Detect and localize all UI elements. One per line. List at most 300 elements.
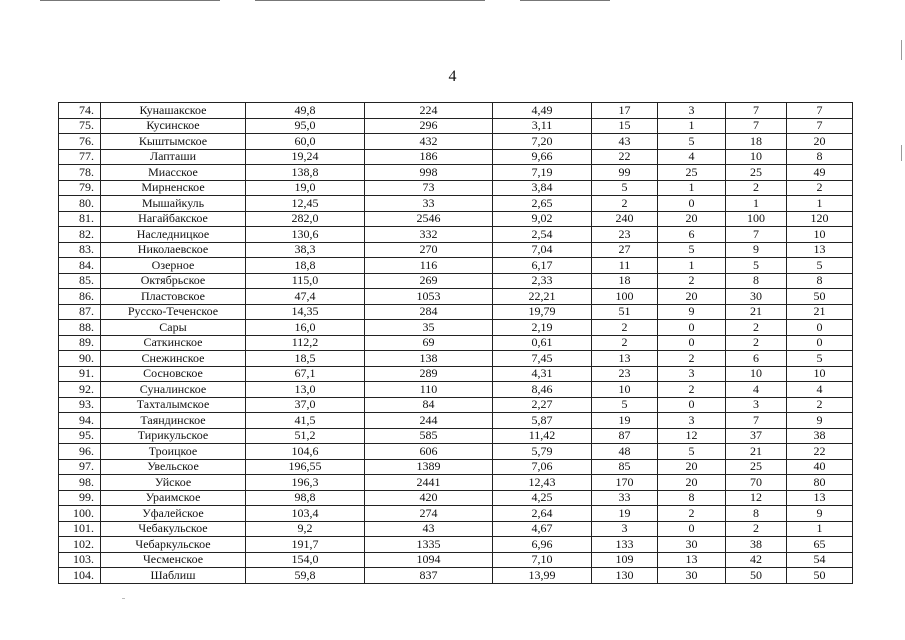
- cell-col-3: 18,5: [246, 351, 365, 367]
- cell-col-9: 13: [787, 490, 853, 506]
- cell-col-4: 69: [365, 335, 493, 351]
- table-row: [59, 289, 853, 305]
- cell-col-3: 19,24: [246, 149, 365, 165]
- cell-col-4: 837: [365, 568, 493, 584]
- table-row: [59, 552, 853, 568]
- cell-col-9: 5: [787, 351, 853, 367]
- cell-col-5: 11,42: [493, 428, 592, 444]
- cell-col-3: 13,0: [246, 382, 365, 398]
- cell-row-number: 89.: [59, 335, 101, 351]
- cell-col-7: 3: [658, 103, 726, 119]
- cell-col-7: 0: [658, 335, 726, 351]
- cell-col-6: 13: [592, 351, 658, 367]
- cell-col-6: 100: [592, 289, 658, 305]
- cell-col-3: 51,2: [246, 428, 365, 444]
- table-row: [59, 165, 853, 181]
- cell-col-9: 65: [787, 537, 853, 553]
- cell-col-6: 15: [592, 118, 658, 134]
- cell-district-name: Николаевское: [101, 242, 246, 258]
- cell-col-8: 25: [726, 459, 787, 475]
- cell-district-name: Таяндинское: [101, 413, 246, 429]
- cell-district-name: Увельское: [101, 459, 246, 475]
- cell-col-6: 2: [592, 335, 658, 351]
- table-row: [59, 382, 853, 398]
- cell-district-name: Октябрьское: [101, 273, 246, 289]
- cell-district-name: Мышайкуль: [101, 196, 246, 212]
- table-row: [59, 227, 853, 243]
- cell-col-9: 10: [787, 366, 853, 382]
- cell-col-7: 6: [658, 227, 726, 243]
- cell-col-8: 8: [726, 506, 787, 522]
- cell-col-5: 4,25: [493, 490, 592, 506]
- cell-col-6: 240: [592, 211, 658, 227]
- cell-col-8: 3: [726, 397, 787, 413]
- cell-col-5: 8,46: [493, 382, 592, 398]
- cell-col-7: 0: [658, 521, 726, 537]
- cell-col-6: 23: [592, 366, 658, 382]
- cell-col-9: 50: [787, 568, 853, 584]
- cell-col-6: 19: [592, 506, 658, 522]
- cell-col-9: 7: [787, 118, 853, 134]
- cell-col-5: 2,54: [493, 227, 592, 243]
- table-row: [59, 537, 853, 553]
- cell-col-8: 9: [726, 242, 787, 258]
- cell-row-number: 103.: [59, 552, 101, 568]
- cell-row-number: 93.: [59, 397, 101, 413]
- cell-col-7: 9: [658, 304, 726, 320]
- cell-col-5: 3,84: [493, 180, 592, 196]
- cell-col-7: 25: [658, 165, 726, 181]
- cell-row-number: 86.: [59, 289, 101, 305]
- table-row: [59, 320, 853, 336]
- cell-row-number: 94.: [59, 413, 101, 429]
- cell-col-3: 47,4: [246, 289, 365, 305]
- cell-col-7: 12: [658, 428, 726, 444]
- cell-col-4: 289: [365, 366, 493, 382]
- cell-col-3: 9,2: [246, 521, 365, 537]
- cell-col-9: 80: [787, 475, 853, 491]
- cell-col-6: 10: [592, 382, 658, 398]
- cell-col-8: 18: [726, 134, 787, 150]
- cell-col-3: 12,45: [246, 196, 365, 212]
- cell-col-6: 11: [592, 258, 658, 274]
- cell-col-3: 19,0: [246, 180, 365, 196]
- cell-col-7: 1: [658, 180, 726, 196]
- cell-col-4: 2441: [365, 475, 493, 491]
- cell-row-number: 79.: [59, 180, 101, 196]
- cell-row-number: 82.: [59, 227, 101, 243]
- cell-col-5: 4,67: [493, 521, 592, 537]
- cell-col-3: 98,8: [246, 490, 365, 506]
- cell-col-9: 0: [787, 335, 853, 351]
- cell-row-number: 80.: [59, 196, 101, 212]
- table-row: [59, 568, 853, 584]
- cell-col-7: 30: [658, 568, 726, 584]
- cell-row-number: 90.: [59, 351, 101, 367]
- cell-row-number: 102.: [59, 537, 101, 553]
- table-row: [59, 490, 853, 506]
- cell-row-number: 74.: [59, 103, 101, 119]
- cell-col-6: 109: [592, 552, 658, 568]
- cell-district-name: Миасское: [101, 165, 246, 181]
- cell-row-number: 95.: [59, 428, 101, 444]
- cell-col-3: 154,0: [246, 552, 365, 568]
- cell-row-number: 97.: [59, 459, 101, 475]
- cell-district-name: Сосновское: [101, 366, 246, 382]
- cell-col-3: 18,8: [246, 258, 365, 274]
- cell-col-5: 6,96: [493, 537, 592, 553]
- cell-district-name: Чебакульское: [101, 521, 246, 537]
- cell-row-number: 91.: [59, 366, 101, 382]
- cell-col-8: 25: [726, 165, 787, 181]
- cell-col-6: 3: [592, 521, 658, 537]
- cell-col-9: 20: [787, 134, 853, 150]
- cell-col-9: 2: [787, 180, 853, 196]
- cell-col-4: 2546: [365, 211, 493, 227]
- cell-district-name: Чебаркульское: [101, 537, 246, 553]
- cell-col-3: 103,4: [246, 506, 365, 522]
- cell-col-3: 38,3: [246, 242, 365, 258]
- cell-col-8: 37: [726, 428, 787, 444]
- cell-col-4: 224: [365, 103, 493, 119]
- cell-col-8: 21: [726, 444, 787, 460]
- cell-col-7: 1: [658, 258, 726, 274]
- cell-col-5: 13,99: [493, 568, 592, 584]
- cell-col-9: 1: [787, 521, 853, 537]
- cell-col-3: 59,8: [246, 568, 365, 584]
- cell-col-6: 27: [592, 242, 658, 258]
- cell-row-number: 104.: [59, 568, 101, 584]
- cell-col-5: 2,64: [493, 506, 592, 522]
- cell-col-4: 432: [365, 134, 493, 150]
- cell-col-5: 5,87: [493, 413, 592, 429]
- cell-col-8: 70: [726, 475, 787, 491]
- cell-col-7: 5: [658, 134, 726, 150]
- cell-col-8: 4: [726, 382, 787, 398]
- cell-district-name: Саткинское: [101, 335, 246, 351]
- cell-col-5: 7,04: [493, 242, 592, 258]
- cell-col-7: 2: [658, 382, 726, 398]
- cell-col-8: 7: [726, 118, 787, 134]
- cell-col-4: 33: [365, 196, 493, 212]
- cell-col-9: 13: [787, 242, 853, 258]
- cell-col-6: 23: [592, 227, 658, 243]
- cell-col-4: 274: [365, 506, 493, 522]
- cell-col-6: 133: [592, 537, 658, 553]
- cell-col-8: 1: [726, 196, 787, 212]
- cell-col-9: 5: [787, 258, 853, 274]
- cell-district-name: Уйское: [101, 475, 246, 491]
- cell-col-8: 7: [726, 103, 787, 119]
- scan-right-margin-mark-2: [901, 145, 902, 161]
- cell-col-3: 282,0: [246, 211, 365, 227]
- cell-col-5: 7,10: [493, 552, 592, 568]
- cell-col-7: 20: [658, 289, 726, 305]
- cell-row-number: 75.: [59, 118, 101, 134]
- cell-col-4: 332: [365, 227, 493, 243]
- cell-col-3: 196,3: [246, 475, 365, 491]
- cell-row-number: 88.: [59, 320, 101, 336]
- cell-col-8: 42: [726, 552, 787, 568]
- table-body: [59, 103, 853, 584]
- cell-col-8: 10: [726, 366, 787, 382]
- cell-col-3: 14,35: [246, 304, 365, 320]
- cell-col-9: 10: [787, 227, 853, 243]
- cell-row-number: 85.: [59, 273, 101, 289]
- cell-district-name: Кунашакское: [101, 103, 246, 119]
- table-row: [59, 366, 853, 382]
- cell-col-5: 4,31: [493, 366, 592, 382]
- cell-col-7: 2: [658, 506, 726, 522]
- cell-row-number: 81.: [59, 211, 101, 227]
- cell-col-7: 1: [658, 118, 726, 134]
- cell-col-8: 7: [726, 227, 787, 243]
- table-row: [59, 428, 853, 444]
- cell-col-9: 0: [787, 320, 853, 336]
- cell-col-8: 50: [726, 568, 787, 584]
- table-row: [59, 459, 853, 475]
- cell-col-4: 1053: [365, 289, 493, 305]
- cell-district-name: Троицкое: [101, 444, 246, 460]
- cell-col-6: 85: [592, 459, 658, 475]
- page-number: 4: [448, 68, 457, 85]
- cell-district-name: Снежинское: [101, 351, 246, 367]
- cell-row-number: 92.: [59, 382, 101, 398]
- table-row: [59, 444, 853, 460]
- cell-col-6: 33: [592, 490, 658, 506]
- cell-col-5: 19,79: [493, 304, 592, 320]
- cell-col-3: 130,6: [246, 227, 365, 243]
- cell-col-9: 38: [787, 428, 853, 444]
- table-row: [59, 258, 853, 274]
- scan-dot: [122, 598, 125, 599]
- cell-district-name: Озерное: [101, 258, 246, 274]
- cell-col-9: 9: [787, 506, 853, 522]
- table-row: [59, 506, 853, 522]
- cell-col-9: 22: [787, 444, 853, 460]
- cell-col-9: 50: [787, 289, 853, 305]
- cell-col-4: 116: [365, 258, 493, 274]
- cell-col-4: 296: [365, 118, 493, 134]
- cell-col-5: 2,27: [493, 397, 592, 413]
- table-row: [59, 351, 853, 367]
- cell-row-number: 84.: [59, 258, 101, 274]
- table-row: [59, 273, 853, 289]
- table-row: [59, 149, 853, 165]
- cell-col-8: 2: [726, 320, 787, 336]
- cell-col-3: 16,0: [246, 320, 365, 336]
- cell-col-6: 5: [592, 397, 658, 413]
- cell-col-7: 0: [658, 196, 726, 212]
- cell-col-7: 20: [658, 475, 726, 491]
- cell-col-8: 38: [726, 537, 787, 553]
- cell-col-5: 2,33: [493, 273, 592, 289]
- cell-col-3: 60,0: [246, 134, 365, 150]
- cell-col-6: 17: [592, 103, 658, 119]
- cell-col-6: 2: [592, 320, 658, 336]
- cell-col-3: 138,8: [246, 165, 365, 181]
- cell-district-name: Шаблиш: [101, 568, 246, 584]
- cell-col-6: 2: [592, 196, 658, 212]
- cell-col-8: 7: [726, 413, 787, 429]
- cell-district-name: Ураимское: [101, 490, 246, 506]
- cell-col-7: 0: [658, 320, 726, 336]
- scan-top-line-left: [40, 0, 220, 1]
- cell-row-number: 76.: [59, 134, 101, 150]
- cell-col-6: 87: [592, 428, 658, 444]
- cell-col-8: 10: [726, 149, 787, 165]
- cell-col-7: 0: [658, 397, 726, 413]
- cell-col-3: 41,5: [246, 413, 365, 429]
- cell-col-7: 13: [658, 552, 726, 568]
- table-row: [59, 521, 853, 537]
- cell-col-4: 1094: [365, 552, 493, 568]
- cell-col-7: 2: [658, 273, 726, 289]
- cell-district-name: Суналинское: [101, 382, 246, 398]
- cell-col-9: 8: [787, 149, 853, 165]
- cell-col-9: 9: [787, 413, 853, 429]
- cell-district-name: Кусинское: [101, 118, 246, 134]
- cell-col-6: 43: [592, 134, 658, 150]
- cell-col-3: 67,1: [246, 366, 365, 382]
- cell-col-7: 30: [658, 537, 726, 553]
- cell-col-6: 19: [592, 413, 658, 429]
- cell-col-8: 12: [726, 490, 787, 506]
- cell-col-5: 22,21: [493, 289, 592, 305]
- cell-col-3: 112,2: [246, 335, 365, 351]
- cell-district-name: Уфалейское: [101, 506, 246, 522]
- cell-col-9: 54: [787, 552, 853, 568]
- cell-col-4: 138: [365, 351, 493, 367]
- cell-col-4: 606: [365, 444, 493, 460]
- cell-col-4: 1335: [365, 537, 493, 553]
- cell-col-4: 35: [365, 320, 493, 336]
- cell-col-9: 7: [787, 103, 853, 119]
- cell-col-8: 2: [726, 521, 787, 537]
- cell-col-4: 270: [365, 242, 493, 258]
- cell-district-name: Тирикульское: [101, 428, 246, 444]
- table-row: [59, 475, 853, 491]
- table-row: [59, 397, 853, 413]
- table-row: [59, 196, 853, 212]
- cell-district-name: Нагайбакское: [101, 211, 246, 227]
- cell-col-8: 6: [726, 351, 787, 367]
- cell-col-7: 4: [658, 149, 726, 165]
- cell-district-name: Мирненское: [101, 180, 246, 196]
- cell-col-9: 2: [787, 397, 853, 413]
- cell-col-4: 420: [365, 490, 493, 506]
- cell-col-6: 5: [592, 180, 658, 196]
- table-row: [59, 134, 853, 150]
- cell-col-5: 9,02: [493, 211, 592, 227]
- cell-col-9: 8: [787, 273, 853, 289]
- table-row: [59, 180, 853, 196]
- scan-right-margin-mark: [901, 40, 902, 60]
- cell-col-5: 5,79: [493, 444, 592, 460]
- cell-col-4: 186: [365, 149, 493, 165]
- cell-col-6: 51: [592, 304, 658, 320]
- cell-col-4: 43: [365, 521, 493, 537]
- cell-col-4: 84: [365, 397, 493, 413]
- table-row: [59, 118, 853, 134]
- cell-district-name: Лапташи: [101, 149, 246, 165]
- cell-col-9: 49: [787, 165, 853, 181]
- cell-col-3: 95,0: [246, 118, 365, 134]
- cell-col-6: 18: [592, 273, 658, 289]
- cell-col-9: 1: [787, 196, 853, 212]
- cell-district-name: Пластовское: [101, 289, 246, 305]
- cell-col-3: 115,0: [246, 273, 365, 289]
- statistics-table: [58, 102, 853, 584]
- table-row: [59, 304, 853, 320]
- cell-district-name: Наследницкое: [101, 227, 246, 243]
- cell-col-6: 22: [592, 149, 658, 165]
- cell-col-5: 7,06: [493, 459, 592, 475]
- cell-col-9: 4: [787, 382, 853, 398]
- cell-col-6: 170: [592, 475, 658, 491]
- cell-col-5: 7,19: [493, 165, 592, 181]
- cell-col-7: 20: [658, 211, 726, 227]
- cell-col-5: 6,17: [493, 258, 592, 274]
- cell-col-5: 9,66: [493, 149, 592, 165]
- cell-row-number: 99.: [59, 490, 101, 506]
- cell-col-6: 48: [592, 444, 658, 460]
- cell-row-number: 100.: [59, 506, 101, 522]
- cell-col-9: 40: [787, 459, 853, 475]
- cell-col-9: 21: [787, 304, 853, 320]
- cell-district-name: Сары: [101, 320, 246, 336]
- cell-col-4: 1389: [365, 459, 493, 475]
- cell-col-5: 4,49: [493, 103, 592, 119]
- cell-col-4: 269: [365, 273, 493, 289]
- cell-col-7: 20: [658, 459, 726, 475]
- cell-col-7: 3: [658, 413, 726, 429]
- scan-top-line-middle: [255, 0, 485, 1]
- cell-col-3: 49,8: [246, 103, 365, 119]
- cell-col-5: 0,61: [493, 335, 592, 351]
- cell-col-3: 37,0: [246, 397, 365, 413]
- cell-row-number: 96.: [59, 444, 101, 460]
- cell-col-8: 5: [726, 258, 787, 274]
- cell-col-3: 191,7: [246, 537, 365, 553]
- cell-col-4: 998: [365, 165, 493, 181]
- cell-col-4: 244: [365, 413, 493, 429]
- cell-col-5: 12,43: [493, 475, 592, 491]
- cell-col-4: 284: [365, 304, 493, 320]
- cell-col-5: 3,11: [493, 118, 592, 134]
- cell-district-name: Чесменское: [101, 552, 246, 568]
- cell-col-6: 130: [592, 568, 658, 584]
- cell-col-8: 30: [726, 289, 787, 305]
- cell-col-4: 73: [365, 180, 493, 196]
- cell-col-7: 5: [658, 444, 726, 460]
- cell-col-5: 7,45: [493, 351, 592, 367]
- cell-col-5: 2,65: [493, 196, 592, 212]
- cell-col-8: 100: [726, 211, 787, 227]
- cell-col-8: 2: [726, 335, 787, 351]
- cell-district-name: Тахталымское: [101, 397, 246, 413]
- cell-col-6: 99: [592, 165, 658, 181]
- cell-col-5: 7,20: [493, 134, 592, 150]
- cell-col-7: 5: [658, 242, 726, 258]
- table-row: [59, 413, 853, 429]
- cell-col-8: 8: [726, 273, 787, 289]
- cell-col-3: 196,55: [246, 459, 365, 475]
- cell-col-7: 3: [658, 366, 726, 382]
- cell-col-7: 2: [658, 351, 726, 367]
- cell-col-3: 104,6: [246, 444, 365, 460]
- cell-district-name: Русско-Теченское: [101, 304, 246, 320]
